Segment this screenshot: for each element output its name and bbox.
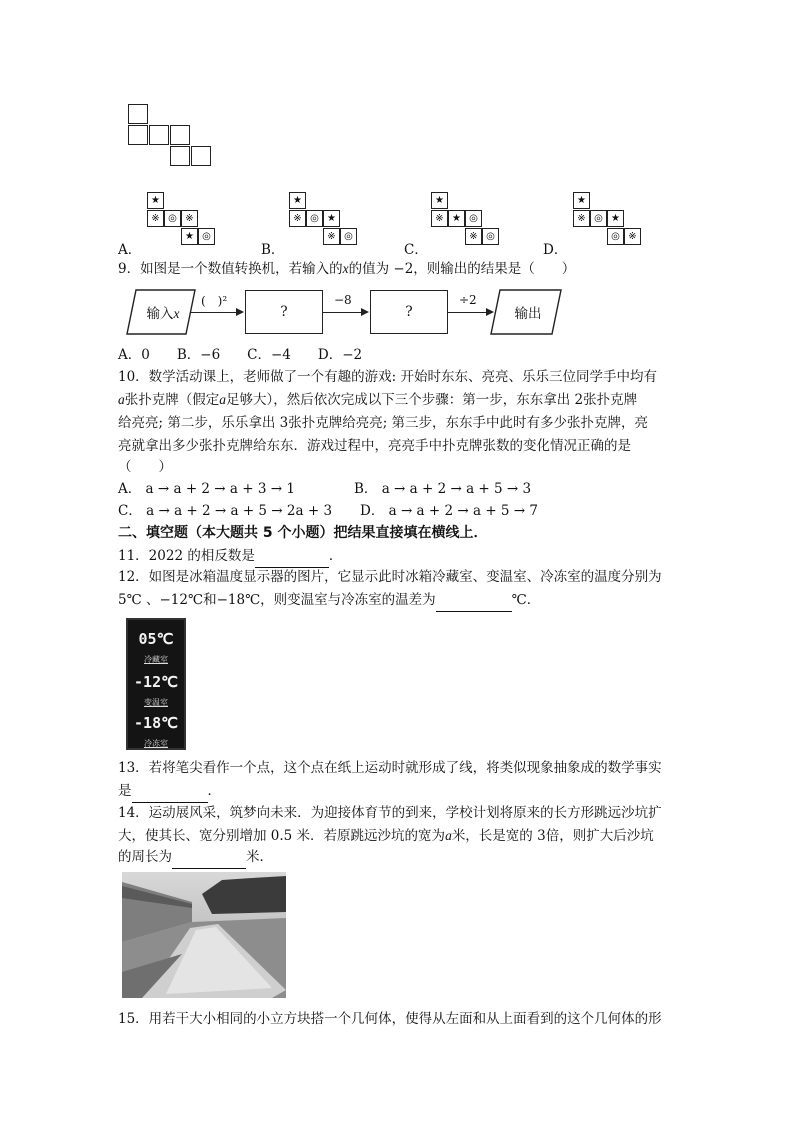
- q12-answer-blank[interactable]: [436, 589, 512, 612]
- q10-option-c: C． a → a + 2 → a + 5 → 2a + 3: [118, 503, 333, 519]
- long-jump-sandpit-photo: [122, 872, 286, 998]
- q8-option-cell: ◎: [482, 228, 499, 245]
- arrow: [323, 312, 363, 313]
- arrow-head: [236, 308, 244, 316]
- q10-line1: 10．数学活动课上，老师做了一个有趣的游戏: 开始时东东、亮亮、乐乐三位同学手中均有: [118, 369, 658, 385]
- q14-line2: 大，使其长、宽分别增加 0.5 米．若原跳远沙坑的宽为a米，长是宽的 3倍，则扩大后沙坑: [118, 828, 654, 844]
- flow-box-2: ?: [370, 290, 448, 334]
- net-cell: [128, 104, 148, 124]
- q10-option-a: A． a → a + 2 → a + 3 → 1: [118, 481, 295, 497]
- q8-option-cell: ◎: [198, 228, 215, 245]
- q8-option-cell: ※: [624, 228, 641, 245]
- cube-net-figure: [128, 104, 218, 172]
- q10-line5: （ ）: [118, 459, 172, 475]
- q8-option-cell: ◎: [607, 228, 624, 245]
- q8-option-cell: ★: [323, 210, 340, 227]
- q13-answer-blank[interactable]: [132, 780, 208, 803]
- q8-option-cell: ★: [147, 192, 164, 209]
- fridge-label-3: 冷冻室: [144, 739, 168, 748]
- q8-option-cell: ※: [573, 210, 590, 227]
- q8-option-cell: ◎: [164, 210, 181, 227]
- q8-option-cell: ◎: [465, 210, 482, 227]
- q15-line1: 15．用若干大小相同的小立方块搭一个几何体，使得从左面和从上面看到的这个几何体的形: [118, 1011, 662, 1027]
- q8-option-cell: ※: [289, 210, 306, 227]
- q8-option-cell: ◎: [590, 210, 607, 227]
- q8-option-cell: ★: [573, 192, 590, 209]
- sandpit-image: [122, 872, 286, 998]
- q8-option-label: B．: [261, 242, 285, 258]
- arrow: [448, 312, 488, 313]
- fridge-temp-3: -18℃: [134, 714, 178, 732]
- q12-line2: 5℃ 、−12℃和−18℃，则变温室与冷冻室的温差为 ℃．: [118, 589, 540, 612]
- flow-op-square: ( )²: [201, 294, 228, 308]
- q8-option-cell: ◎: [340, 228, 357, 245]
- net-cell: [191, 146, 211, 166]
- q8-option-cell: ★: [289, 192, 306, 209]
- q8-option-cell: ★: [607, 210, 624, 227]
- fridge-label-1: 冷藏室: [144, 655, 168, 664]
- net-cell: [170, 146, 190, 166]
- flow-box-1: ?: [245, 290, 323, 334]
- q10-option-b: B． a → a + 2 → a + 5 → 3: [354, 481, 532, 497]
- flow-output-label: 输出: [514, 306, 542, 322]
- q8-option-label: C．: [404, 242, 428, 258]
- net-cell: [128, 125, 148, 145]
- q8-option-cell: ※: [431, 210, 448, 227]
- q8-option-cell: ※: [323, 228, 340, 245]
- flow-op-div2: ÷2: [459, 293, 477, 307]
- arrow: [190, 312, 238, 313]
- q14-answer-blank[interactable]: [172, 846, 246, 869]
- q9-options: A．0 B．−6 C．−4 D．−2: [118, 347, 363, 363]
- q10-line4: 亮就拿出多少张扑克牌给东东．游戏过程中，亮亮手中扑克牌张数的变化情况正确的是: [118, 438, 631, 454]
- fridge-temp-1: 05℃: [138, 630, 174, 648]
- q11-answer-blank[interactable]: [255, 545, 329, 568]
- q8-option-cell: ◎: [306, 210, 323, 227]
- fridge-label-2: 变温室: [144, 698, 168, 707]
- q12-line1: 12．如图是冰箱温度显示器的图片，它显示此时冰箱冷藏室、变温室、冷冻室的温度分别为: [118, 569, 662, 585]
- q11: 11．2022 的相反数是 ．: [118, 545, 342, 568]
- q10-line3: 给亮亮; 第二步，乐乐拿出 3张扑克牌给亮亮; 第三步，东东手中此时有多少张扑克牌，亮: [118, 415, 649, 431]
- net-cell: [149, 125, 169, 145]
- q8-option-label: D．: [543, 242, 568, 258]
- net-cell: [170, 125, 190, 145]
- q14-line3: 的周长为 米．: [118, 846, 273, 869]
- q8-option-cell: ★: [181, 228, 198, 245]
- section2-heading: 二、填空题（本大题共 5 个小题）把结果直接填在横线上．: [118, 525, 488, 541]
- q8-option-cell: ★: [431, 192, 448, 209]
- q8-option-label: A．: [118, 242, 142, 258]
- q14-line1: 14．运动展风采，筑梦向未来．为迎接体育节的到来，学校计划将原来的长方形跳远沙坑扩: [118, 805, 662, 821]
- fridge-temp-2: -12℃: [134, 673, 178, 691]
- q9-question: 9．如图是一个数值转换机，若输入的x的值为 −2，则输出的结果是（ ）: [118, 261, 576, 277]
- q8-option-cell: ※: [465, 228, 482, 245]
- q10-line2: a张扑克牌（假定a足够大），然后依次完成以下三个步骤：第一步，东东拿出 2张扑克牌: [118, 392, 638, 408]
- flow-op-minus8: −8: [334, 293, 352, 307]
- q8-option-cell: ※: [181, 210, 198, 227]
- flow-input-label: 输入x: [146, 306, 180, 322]
- q8-option-cell: ※: [147, 210, 164, 227]
- arrow-head: [361, 308, 369, 316]
- q8-option-cell: ★: [448, 210, 465, 227]
- fridge-temperature-display: [126, 618, 186, 750]
- q10-option-d: D． a → a + 2 → a + 5 → 7: [360, 503, 538, 519]
- q13-line2: 是 ．: [118, 780, 221, 803]
- q13-line1: 13．若将笔尖看作一个点，这个点在纸上运动时就形成了线，将类似现象抽象成的数学事实: [118, 760, 662, 776]
